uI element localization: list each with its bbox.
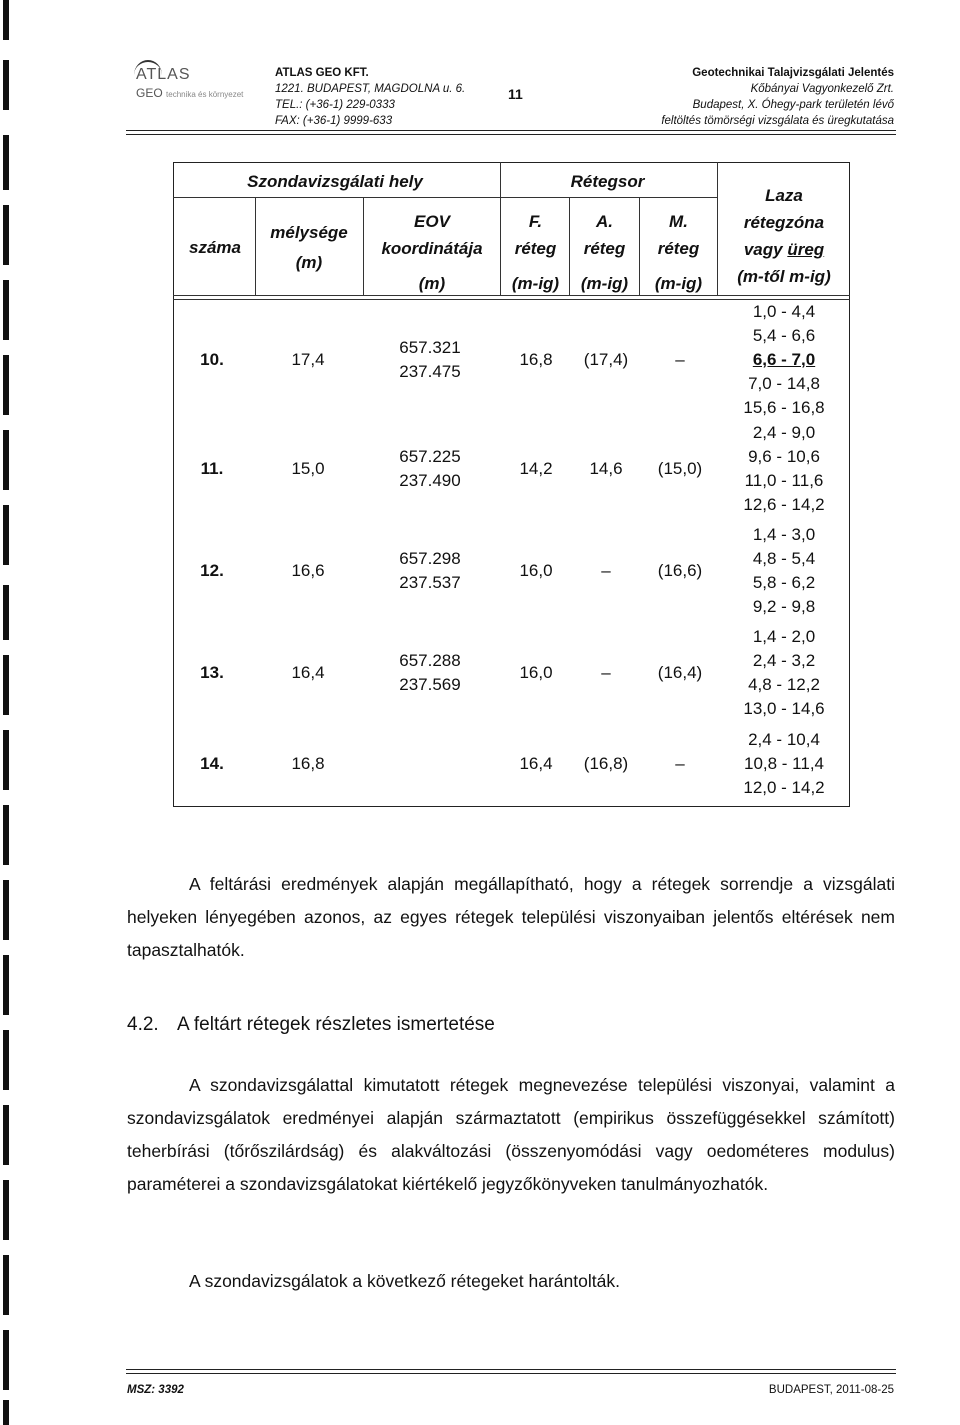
cell-loose-zone: 4,8 - 5,4 [752, 549, 816, 568]
report-title: Geotechnikai Talajvizsgálati Jelentés [692, 67, 894, 79]
binding-mark [3, 505, 9, 565]
cell-depth: 16,6 [291, 561, 325, 580]
binding-mark [3, 60, 9, 110]
col-group-layers: Rétegsor [570, 172, 645, 191]
binding-mark [3, 0, 9, 40]
cell-loose-zone: 5,4 - 6,6 [752, 326, 816, 345]
binding-mark [3, 205, 9, 265]
binding-mark [3, 805, 9, 865]
company-info [275, 65, 465, 129]
cell-loose-zone: 4,8 - 12,2 [748, 675, 820, 694]
binding-mark [3, 135, 9, 190]
logo-geo: GEO technika és környezet [136, 86, 244, 100]
cell-eov-y: 657.288 [399, 651, 461, 670]
cell-m-layer: – [675, 754, 685, 773]
binding-mark [3, 1400, 9, 1425]
report-info [661, 65, 894, 129]
cell-eov-y: 657.225 [399, 447, 461, 466]
binding-mark [3, 1255, 9, 1315]
cell-loose-zone: 6,6 - 7,0 [752, 350, 816, 369]
paragraph-layers: A szondavizsgálattal kimutatott rétegek megnevezése települési viszonyai, valamint a szondavizsgálatok eredményei alapján származtatott (empirikus összefüggésekkel számított) teherbírási (tőrőszilárdság) és alakváltozási (összenyomódási vagy oedométeres modulus) paraméterei a szondavizsgálatokat kiértékelő jegyzőkönyveken tanulmányozhatók. [127, 1075, 895, 1194]
binding-mark [3, 355, 9, 415]
company-name: ATLAS GEO KFT. [275, 67, 369, 79]
binding-mark [3, 1180, 9, 1240]
cell-depth: 17,4 [291, 350, 325, 369]
footer-date: BUDAPEST, 2011-08-25 [768, 1384, 894, 1396]
cell-f-layer: 14,2 [519, 459, 553, 478]
cell-loose-zone: 10,8 - 11,4 [743, 754, 825, 773]
binding-mark [3, 880, 9, 940]
cell-eov-x: 237.537 [399, 573, 461, 592]
table-divider [173, 299, 850, 300]
company-tel: TEL.: (+36-1) 229-0333 [275, 99, 395, 111]
cell-loose-zone: 11,0 - 11,6 [744, 471, 824, 490]
cell-loose-zone: 13,0 - 14,6 [743, 699, 825, 718]
cell-depth: 16,8 [291, 754, 325, 773]
header-rule [126, 130, 896, 131]
cell-loose-zone: 5,8 - 6,2 [752, 573, 816, 592]
cell-m-layer: (15,0) [657, 459, 703, 478]
cell-f-layer: 16,0 [519, 663, 553, 682]
cell-m-layer: – [675, 350, 685, 369]
cell-eov-y: 657.298 [399, 549, 461, 568]
binding-mark [3, 730, 9, 790]
cell-m-layer: (16,4) [657, 663, 703, 682]
cell-a-layer: – [601, 663, 611, 682]
cell-depth: 16,4 [291, 663, 325, 682]
footer-rule [126, 1373, 896, 1374]
cell-loose-zone: 7,0 - 14,8 [748, 374, 820, 393]
paragraph-penetrated: A szondavizsgálatok a következő rétegeket harántolták. [189, 1271, 620, 1291]
cell-a-layer: – [601, 561, 611, 580]
col-header-f: F. réteg (m-ig) [511, 212, 560, 293]
cell-f-layer: 16,0 [519, 561, 553, 580]
cell-probe-no: 13. [200, 663, 224, 682]
col-header-no: száma [189, 238, 241, 257]
cell-loose-zone: 9,2 - 9,8 [752, 597, 816, 616]
binding-mark [3, 1105, 9, 1165]
paragraph-results: A feltárási eredmények alapján megállapítható, hogy a rétegek sorrendje a vizsgálati helyeken lényegében azonos, az egyes rétegek települési viszonyaiban jelentős eltérések nem tapasztalhatók. [127, 874, 895, 960]
page-number: 11 [508, 86, 523, 102]
cell-a-layer: (16,8) [583, 754, 629, 773]
col-header-m: M. réteg (m-ig) [654, 212, 703, 293]
col-header-depth: mélysége (m) [270, 223, 348, 272]
cell-loose-zone: 12,6 - 14,2 [743, 495, 825, 514]
cell-loose-zone: 12,0 - 14,2 [743, 778, 825, 797]
report-location: Budapest, X. Óhegy-park területén lévő [692, 99, 894, 111]
cell-loose-zone: 2,4 - 9,0 [752, 423, 816, 442]
binding-mark [3, 585, 9, 640]
cell-m-layer: (16,6) [657, 561, 703, 580]
table-divider [173, 197, 717, 198]
header-rule [126, 134, 896, 135]
binding-mark [3, 655, 9, 715]
cell-eov-x: 237.475 [399, 362, 461, 381]
cell-a-layer: (17,4) [583, 350, 629, 369]
col-group-site: Szondavizsgálati hely [247, 172, 423, 191]
cell-probe-no: 14. [200, 754, 224, 773]
cell-eov-y: 657.321 [399, 338, 461, 357]
col-header-loose-zone: Laza rétegzóna vagy üreg (m-től m-ig) [737, 186, 831, 286]
binding-mark [3, 955, 9, 1015]
logo-name: ATLAS [136, 66, 191, 83]
company-address: 1221. BUDAPEST, MAGDOLNA u. 6. [275, 83, 466, 95]
cell-probe-no: 11. [200, 459, 224, 478]
section-heading: 4.2. A feltárt rétegek részletes ismertetése [127, 1014, 495, 1035]
cell-f-layer: 16,8 [519, 350, 553, 369]
cell-f-layer: 16,4 [519, 754, 553, 773]
report-client: Kőbányai Vagyonkezelő Zrt. [750, 83, 894, 95]
cell-a-layer: 14,6 [589, 459, 623, 478]
report-subject: feltöltés tömörségi vizsgálata és üregkutatása [661, 115, 894, 127]
cell-loose-zone: 1,4 - 2,0 [752, 627, 816, 646]
company-fax: FAX: (+36-1) 9999-633 [275, 115, 393, 127]
cell-probe-no: 10. [200, 350, 224, 369]
company-logo [120, 58, 270, 128]
binding-mark [3, 280, 9, 340]
footer-standard: MSZ: 3392 [127, 1384, 184, 1396]
cell-probe-no: 12. [200, 561, 224, 580]
col-header-eov: EOV koordinátája (m) [381, 212, 483, 293]
binding-mark [3, 1030, 9, 1090]
table-divider [500, 162, 501, 295]
footer-rule [126, 1369, 896, 1370]
binding-mark [3, 430, 9, 490]
cell-eov-x: 237.569 [399, 675, 461, 694]
cell-loose-zone: 2,4 - 10,4 [748, 730, 820, 749]
cell-loose-zone: 9,6 - 10,6 [748, 447, 820, 466]
cell-eov-x: 237.490 [399, 471, 461, 490]
col-header-a: A. réteg (m-ig) [580, 212, 629, 293]
cell-loose-zone: 1,4 - 3,0 [752, 525, 816, 544]
cell-loose-zone: 2,4 - 3,2 [752, 651, 816, 670]
cell-loose-zone: 1,0 - 4,4 [752, 302, 816, 321]
binding-mark [3, 1330, 9, 1390]
cell-loose-zone: 15,6 - 16,8 [743, 398, 825, 417]
cell-depth: 15,0 [291, 459, 325, 478]
